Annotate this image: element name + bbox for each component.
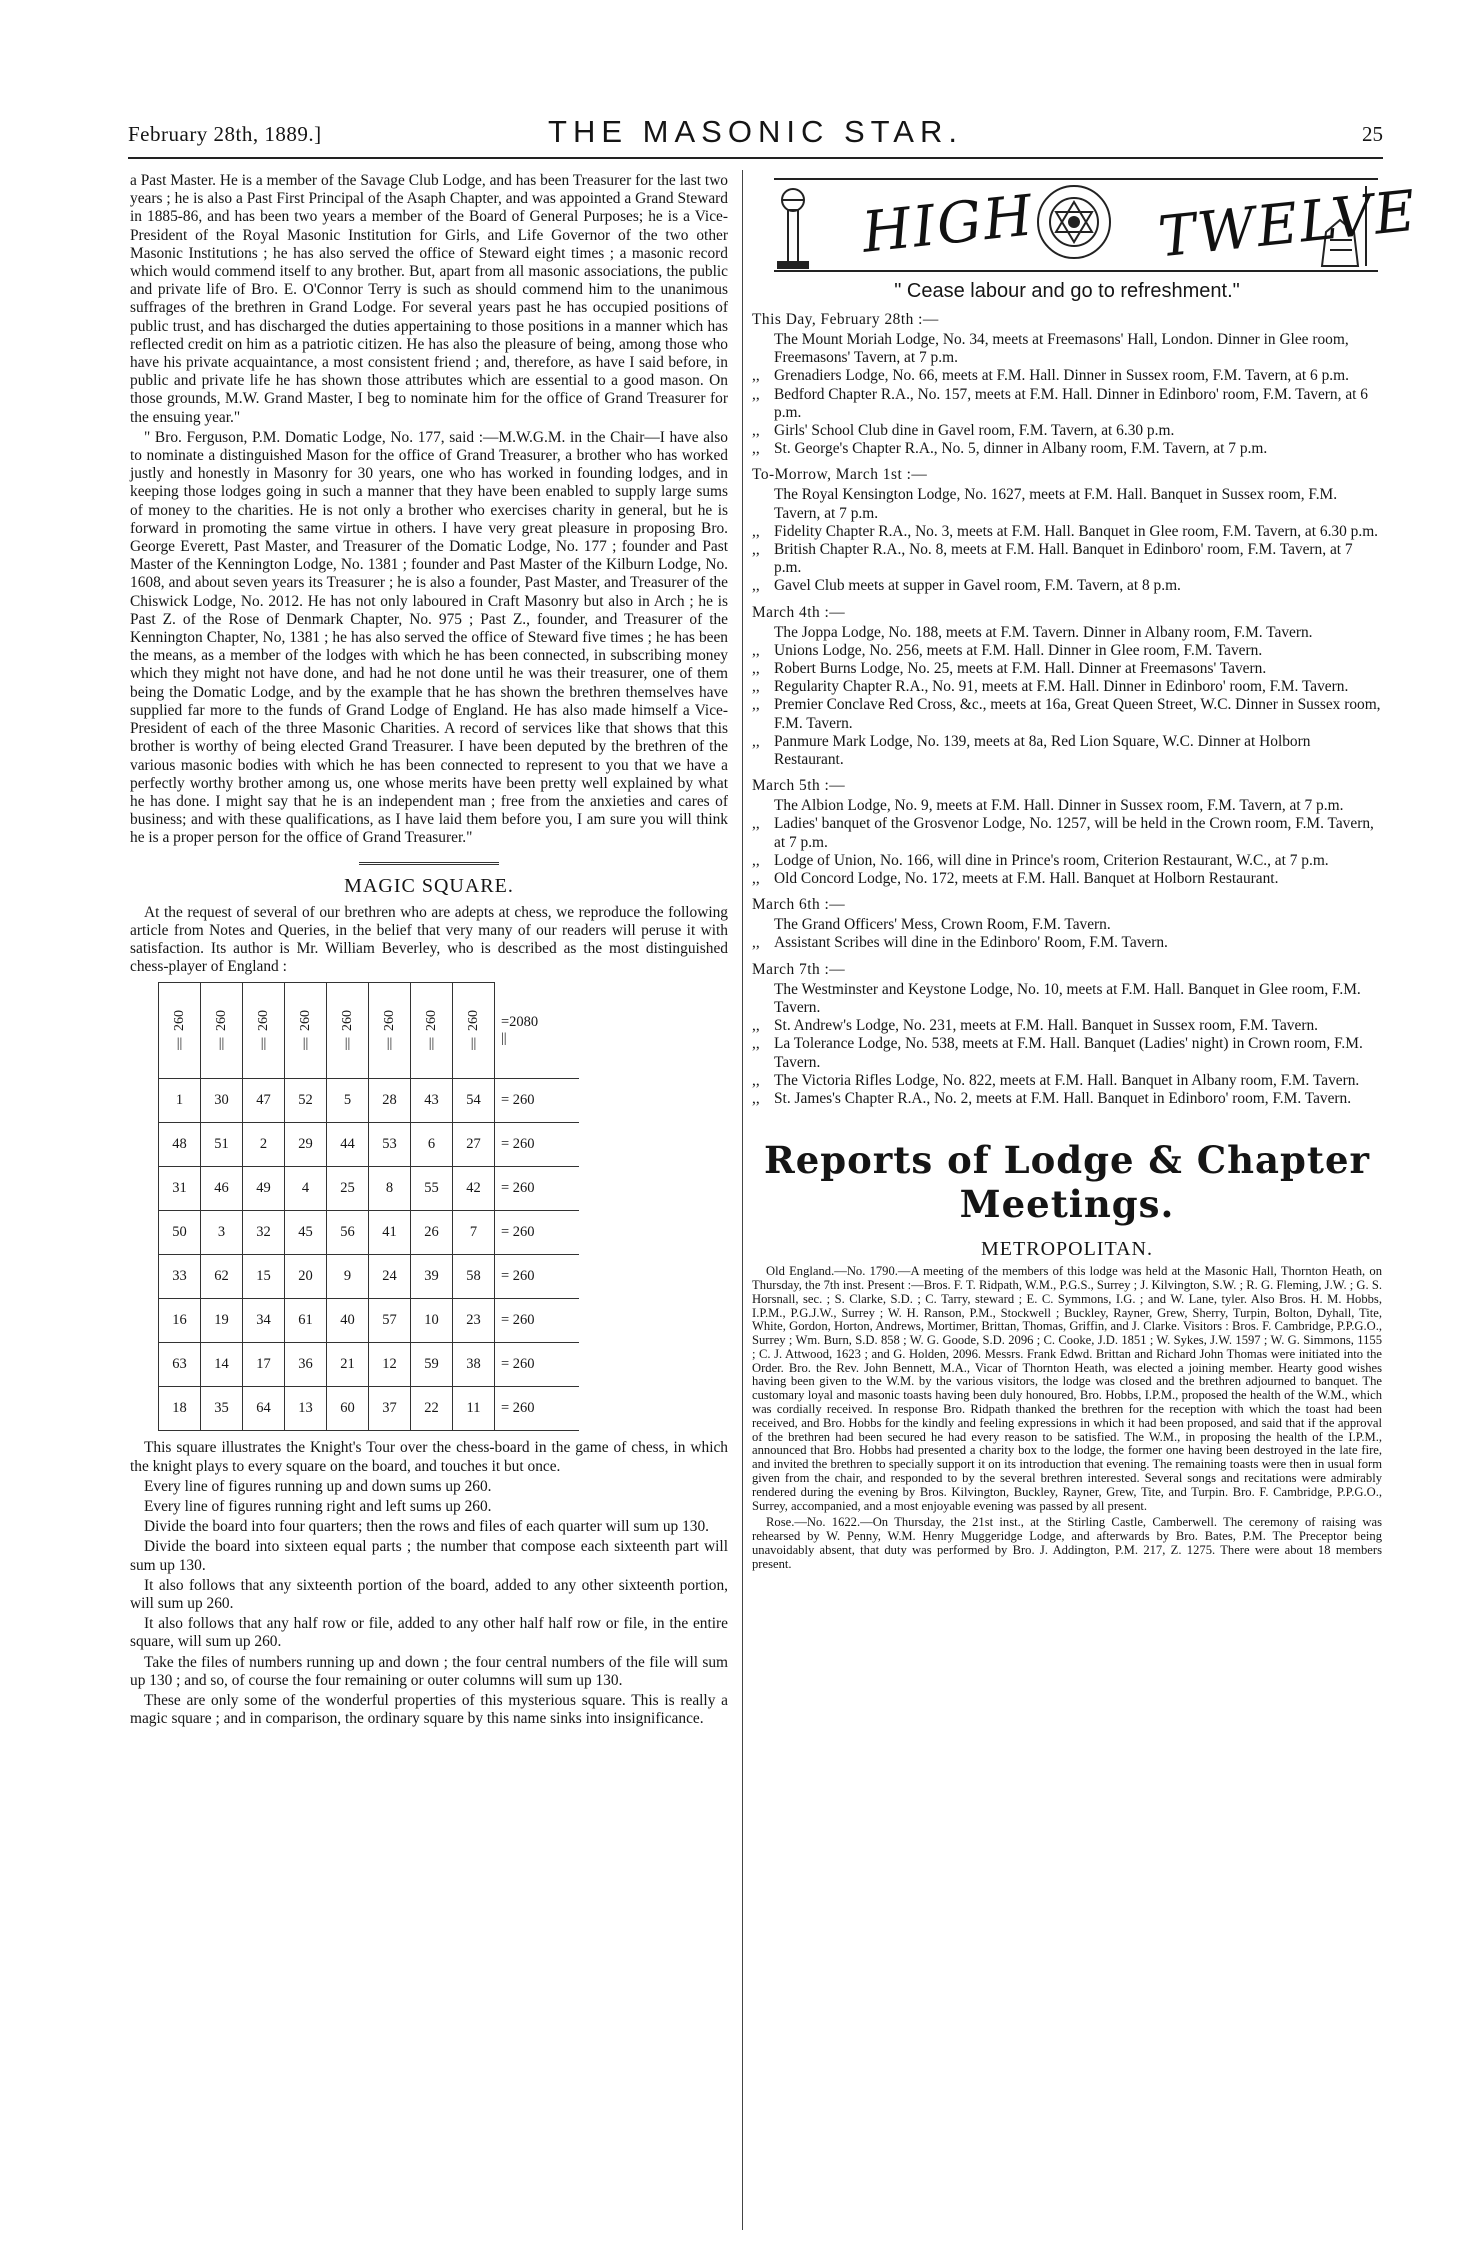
meeting-entry: ,, Grenadiers Lodge, No. 66, meets at F.M. Hall. Dinner in Sussex room, F.M. Tavern, at 6 p.m.	[752, 367, 1349, 385]
column-sum-cell: 260 ||	[411, 983, 453, 1079]
column-sum-cell: 260 ||	[243, 983, 285, 1079]
column-sum-cell: 260 ||	[453, 983, 495, 1079]
table-row	[159, 1211, 579, 1255]
square-cell: 20	[285, 1255, 327, 1299]
column-sum-cell: 260 ||	[285, 983, 327, 1079]
magic-square-note: Divide the board into sixteen equal parts ; the number that compose each sixteenth part will sum up 130.	[130, 1538, 728, 1574]
square-cell: 33	[159, 1255, 201, 1299]
masthead-title: THE MASONIC STAR.	[548, 114, 963, 149]
meeting-entry: ,, British Chapter R.A., No. 8, meets at F.M. Hall. Banquet in Edinboro' room, F.M. Tavern, at 7 p.m.	[752, 541, 1353, 577]
high-twelve-banner	[774, 178, 1421, 272]
meeting-entry: ,, Robert Burns Lodge, No. 25, meets at F.M. Hall. Dinner at Freemasons' Tavern.	[752, 660, 1267, 678]
square-cell: 1	[159, 1079, 201, 1123]
meeting-entry: ,, Lodge of Union, No. 166, will dine in Prince's room, Criterion Restaurant, W.C., at 7 p.m.	[752, 851, 1329, 869]
column-sum-cell: 260 ||	[369, 983, 411, 1079]
square-cell: 13	[285, 1387, 327, 1431]
row-total-cell: = 260	[495, 1343, 579, 1387]
square-cell: 18	[159, 1387, 201, 1431]
day-heading: March 5th :—	[752, 777, 846, 795]
square-cell: 51	[201, 1123, 243, 1167]
square-cell: 16	[159, 1299, 201, 1343]
square-cell: 40	[327, 1299, 369, 1343]
reports-subheading: METROPOLITAN.	[981, 1238, 1153, 1261]
table-row	[159, 1387, 579, 1431]
meeting-entry: ,, Old Concord Lodge, No. 172, meets at F.M. Hall. Banquet at Holborn Restaurant.	[752, 870, 1279, 888]
square-cell: 54	[453, 1079, 495, 1123]
square-cell: 29	[285, 1123, 327, 1167]
meeting-entry: The Westminster and Keystone Lodge, No. 10, meets at F.M. Hall. Banquet in Glee room, F.M. Tavern.	[774, 980, 1361, 1016]
square-cell: 57	[369, 1299, 411, 1343]
square-cell: 63	[159, 1343, 201, 1387]
header-rule	[128, 157, 1383, 159]
meeting-entry: ,, Gavel Club meets at supper in Gavel room, F.M. Tavern, at 8 p.m.	[752, 577, 1181, 595]
issue-date: February 28th, 1889.]	[128, 122, 322, 146]
meetings-day	[752, 311, 1382, 458]
square-cell: 10	[411, 1299, 453, 1343]
left-column	[130, 172, 728, 1730]
section-divider	[359, 862, 499, 865]
square-cell: 28	[369, 1079, 411, 1123]
square-cell: 55	[411, 1167, 453, 1211]
column-sum-cell: 260 ||	[201, 983, 243, 1079]
meetings-day	[752, 466, 1382, 595]
magic-square-note: Every line of figures running up and down sums up 260.	[144, 1477, 492, 1495]
column-sum-cell: 260 ||	[159, 983, 201, 1079]
square-cell: 17	[243, 1343, 285, 1387]
square-cell: 48	[159, 1123, 201, 1167]
square-cell: 56	[327, 1211, 369, 1255]
meeting-entry: ,, Girls' School Club dine in Gavel room, F.M. Tavern, at 6.30 p.m.	[752, 422, 1175, 440]
square-cell: 47	[243, 1079, 285, 1123]
magic-square-table	[158, 982, 579, 1431]
magic-square-title: MAGIC SQUARE.	[344, 874, 514, 897]
column-sum-cell: 260 ||	[327, 983, 369, 1079]
square-cell: 53	[369, 1123, 411, 1167]
magic-square-note: It also follows that any sixteenth portion of the board, added to any other sixteenth portion, will sum up 260.	[130, 1576, 728, 1612]
square-cell: 52	[285, 1079, 327, 1123]
magic-square-intro: At the request of several of our brethren who are adepts at chess, we reproduce the following article from Notes and Queries, in the belief that very many of our readers will peruse it with satisfaction. Its author is Mr. William Beverley, who is described as the most distinguished chess-player of England :	[130, 903, 728, 976]
square-cell: 30	[201, 1079, 243, 1123]
row-total-cell: = 260	[495, 1255, 579, 1299]
square-cell: 46	[201, 1167, 243, 1211]
magic-square-note: Divide the board into four quarters; then the rows and files of each quarter will sum up 130.	[144, 1518, 710, 1536]
meetings-day	[752, 961, 1382, 1108]
table-row	[159, 1299, 579, 1343]
day-heading: This Day, February 28th :—	[752, 311, 939, 328]
square-cell: 43	[411, 1079, 453, 1123]
square-cell: 31	[159, 1167, 201, 1211]
square-cell: 15	[243, 1255, 285, 1299]
table-row	[159, 1167, 579, 1211]
article-paragraph: a Past Master. He is a member of the Savage Club Lodge, and has been Treasurer for the last two years ; he is also a Past First Principal of the Asaph Chapter, and was appointed a Grand Steward in 1885-86, and has been two years a member of the Board of General Purposes; he is a Vice-President of the Royal Masonic Institution for Girls, and Life Governor of the two other Masonic Institutions ; he has also served the office of Steward eight times ; a masonic record which would commend itself to any brother. But, apart from all masonic associations, the public and private life of Bro. E. O'Connor Terry is such as should commend him to the unanimous suffrages of the brethren in Grand Lodge. For several years past he has occupied positions of public trust, and has discharged the duties appertaining to those positions in a manner which has reflected credit on him as a patriotic citizen. He has also the pleasure of being, among those who have his private acquaintance, a most consistent friend ; and, therefore, as have I said before, in public and private life he has shown those attributes which are essential to a good mason. On those grounds, M.W. Grand Master, I beg to nominate him for the office of Grand Treasurer for the ensuing year."	[130, 172, 728, 426]
banner-motto: " Cease labour and go to refreshment."	[894, 280, 1240, 302]
meeting-entry: ,, The Victoria Rifles Lodge, No. 822, meets at F.M. Hall. Banquet in Albany room, F.M. Tavern.	[752, 1071, 1360, 1089]
magic-square-note: This square illustrates the Knight's Tour over the chess-board in the game of chess, in which the knight plays to every square on the board, and touches it but once.	[130, 1439, 728, 1475]
row-total-cell: = 260	[495, 1211, 579, 1255]
square-cell: 38	[453, 1343, 495, 1387]
meeting-entry: ,, Unions Lodge, No. 256, meets at F.M. Hall. Dinner in Glee room, F.M. Tavern.	[752, 641, 1263, 659]
square-cell: 2	[243, 1123, 285, 1167]
square-cell: 39	[411, 1255, 453, 1299]
square-cell: 12	[369, 1343, 411, 1387]
square-cell: 23	[453, 1299, 495, 1343]
meeting-entry: ,, Premier Conclave Red Cross, &c., meets at 16a, Great Queen Street, W.C. Dinner in Sussex room, F.M. Tavern.	[752, 696, 1381, 732]
grand-total-cell: =2080 ||	[495, 983, 579, 1079]
square-cell: 4	[285, 1167, 327, 1211]
meetings-day	[752, 777, 1382, 888]
square-cell: 14	[201, 1343, 243, 1387]
article-paragraph: " Bro. Ferguson, P.M. Domatic Lodge, No. 177, said :—M.W.G.M. in the Chair—I have also to nominate a distinguished Mason for the office of Grand Treasurer, a brother who has worked justly and honestly in Masonry for 30 years, one who has worked in founding lodges, and in keeping those lodges going in such a manner that they have been enabled to supply large sums of money to the charities. He is not only a brother who exercises charity in general, but he is forward in promoting the same virtue in others. I have very great pleasure in proposing Bro. George Everett, Past Master, and Treasurer of the Domatic Lodge, No. 177 ; founder and Past Master of the Kennington Lodge, No. 1381 ; founder and Past Master of the Kilburn Lodge, No. 1608, and about seven years its Treasurer ; he is also a founder, Past Master, and Treasurer of the Chiswick Lodge, No. 2012. He has not only laboured in Craft Masonry but also in Arch ; he is Past Z. of the Rose of Denmark Chapter, No. 975 ; Past Z., founder, and Treasurer of the Kennington Chapter, No, 1381 ; he has also served the office of Steward five times ; he has been the means, as a member of the lodges with which he has been connected, in subscribing money which they might not have done, and had he not done until he was their treasurer, one of them being the Domatic Lodge, and by the example that he has shown the brethren themselves have supplied far more to the funds of Grand Lodge of England. He has also made himself a Vice-President of each of the three Masonic Charities. A record of services like that shows that this brother is worthy of being elected Grand Treasurer. I have been deputed by the brethren of the various masonic bodies with which he has been connected to represent to you that we have a perfectly worthy brother among us, one whose merits have been pretty well explained by what he has done. I might say that he is an independent man ; free from the anxieties and cares of business; and with these qualifications, as I have laid them before you, I am sure you will think he is a proper person for the office of Grand Treasurer."	[130, 428, 728, 847]
day-heading: March 7th :—	[752, 960, 846, 978]
page-number: 25	[1362, 122, 1383, 146]
square-cell: 6	[411, 1123, 453, 1167]
meeting-entry: The Mount Moriah Lodge, No. 34, meets at Freemasons' Hall, London. Dinner in Glee room, Freemasons' Tavern, at 7 p.m.	[774, 331, 1349, 367]
day-heading: To-Morrow, March 1st :—	[752, 466, 928, 484]
square-cell: 3	[201, 1211, 243, 1255]
row-total-cell: = 260	[495, 1299, 579, 1343]
square-cell: 19	[201, 1299, 243, 1343]
magic-square-note: Every line of figures running right and left sums up 260.	[144, 1497, 492, 1515]
square-cell: 8	[369, 1167, 411, 1211]
square-cell: 35	[201, 1387, 243, 1431]
day-heading: March 6th :—	[752, 896, 846, 914]
square-cell: 36	[285, 1343, 327, 1387]
column-divider	[742, 170, 743, 2230]
report-paragraph: Old England.—No. 1790.—A meeting of the members of this lodge was held at the Masonic Hall, Thornton Heath, on Thursday, the 7th inst. Present :—Bros. F. T. Ridpath, W.M., P.G.S., Surrey ; J. Kilvington, S.W. ; R. G. Fleming, J.W. ; G. S. Horsnall, sec. ; S. Clarke, S.D. ; C. Tarry, steward ; E. C. Symmons, I.G. ; and W. Lane, tyler. Also Bros. H. M. Hobbs, I.P.M., P.G.J.W., Surrey ; W. H. Ranson, P.M., Stockwell ; Buckley, Rayner, Grew, Sherry, Turpin, Bolton, Dyhall, Tite, White, Gordon, Horton, Andrews, Mortimer, Brittan, Thomas, Griffin, and J. Clarke. Visitors : Bros. F. Cambridge, P.P.G.O., Surrey ; Wm. Burn, S.D. 858 ; W. G. Goode, S.D. 2096 ; C. Cooke, J.D. 1851 ; W. Sykes, J.W. 1597 ; W. G. Simmons, 1155 ; C. J. Attwood, 1623 ; and G. Holden, 2096. Messrs. Frank Edwd. Brittan and Richard John Thomas were initiated into the Order. Bro. the Rev. John Bennett, M.A., Vicar of Thornton Heath, was elected a joining member. Hearty good wishes having been given to the W.M. by the various visitors, the lodge was closed and the brethren adjourned to banquet. The customary loyal and masonic toasts having been duly honoured, Bro. Hobbs, I.P.M., proposed the health of the W.M., which was cordially received. In response Bro. Ridpath thanked the brethren for the reception with which the toast had been received, and Bro. Hobbs for the kindly and feeling expressions in which it had been proposed, and said that if the approval of the brethren had been secured he had every reason to be satisfied. The W.M., in proposing the health of the I.P.M., announced that Bro. Hobbs had presented a charity box to the lodge, the former one having been destroyed in the late fire, and invited the brethren to specially support it on its introduction that evening. The remaining toasts were then in usual form given from the chair, and responded to by the several brethren interested. Several songs and recitations were admirably rendered during the evening by Bros. Kilvington, Buckley, Rayner, Grew, Tite, and Turpin. Bro. F. Cambridge, P.P.G.O., Surrey, accompanied, and a most enjoyable evening was passed by all present.	[752, 1264, 1382, 1513]
square-cell: 26	[411, 1211, 453, 1255]
square-cell: 11	[453, 1387, 495, 1431]
banner-right-word: TWELVE	[1155, 178, 1421, 271]
square-cell: 7	[453, 1211, 495, 1255]
meetings-day	[752, 896, 1382, 952]
meeting-entry: ,, La Tolerance Lodge, No. 538, meets at F.M. Hall. Banquet (Ladies' night) in Crown room, F.M. Tavern.	[752, 1035, 1363, 1071]
reports-heading: Reports of Lodge & Chapter Meetings.	[763, 1138, 1371, 1227]
meeting-entry: The Royal Kensington Lodge, No. 1627, meets at F.M. Hall. Banquet in Sussex room, F.M. Tavern, at 7 p.m.	[774, 486, 1338, 522]
magic-square-note: It also follows that any half row or file, added to any other half half row or file, in the entire square, will sum up 260.	[130, 1615, 728, 1651]
square-cell: 27	[453, 1123, 495, 1167]
meeting-entry: The Albion Lodge, No. 9, meets at F.M. Hall. Dinner in Sussex room, F.M. Tavern, at 7 p.m.	[774, 797, 1344, 815]
meeting-entry: ,, Regularity Chapter R.A., No. 91, meets at F.M. Hall. Dinner in Edinboro' room, F.M. Tavern.	[752, 678, 1349, 696]
meeting-entry: ,, Panmure Mark Lodge, No. 139, meets at 8a, Red Lion Square, W.C. Dinner at Holborn Restaurant.	[752, 732, 1311, 769]
square-cell: 59	[411, 1343, 453, 1387]
square-cell: 50	[159, 1211, 201, 1255]
row-total-cell: = 260	[495, 1167, 579, 1211]
square-cell: 25	[327, 1167, 369, 1211]
banner-left-word: HIGH	[859, 183, 1038, 266]
meeting-entry: ,, Fidelity Chapter R.A., No. 3, meets at F.M. Hall. Banquet in Glee room, F.M. Tavern, at 6.30 p.m.	[752, 522, 1379, 540]
square-cell: 58	[453, 1255, 495, 1299]
square-cell: 37	[369, 1387, 411, 1431]
row-total-cell: = 260	[495, 1123, 579, 1167]
square-cell: 41	[369, 1211, 411, 1255]
square-cell: 5	[327, 1079, 369, 1123]
magic-square-header-row	[159, 983, 579, 1079]
table-row	[159, 1123, 579, 1167]
right-column	[752, 172, 1421, 1575]
meeting-entry: The Joppa Lodge, No. 188, meets at F.M. Tavern. Dinner in Albany room, F.M. Tavern.	[774, 623, 1313, 641]
table-row	[159, 1255, 579, 1299]
row-total-cell: = 260	[495, 1387, 579, 1431]
square-cell: 9	[327, 1255, 369, 1299]
square-cell: 49	[243, 1167, 285, 1211]
table-row	[159, 1343, 579, 1387]
meeting-entry: ,, Ladies' banquet of the Grosvenor Lodge, No. 1257, will be held in the Crown room, F.M. Tavern, at 7 p.m.	[752, 815, 1374, 851]
square-cell: 34	[243, 1299, 285, 1343]
meetings-day	[752, 604, 1382, 770]
square-cell: 45	[285, 1211, 327, 1255]
report-paragraph: Rose.—No. 1622.—On Thursday, the 21st inst., at the Stirling Castle, Camberwell. The ceremony of raising was rehearsed by W. Penny, W.M. Henry Muggeridge Lodge, and afterwards by Bro. Bates, P.M. The Preceptor being unavoidably absent, that duty was performed by Bro. J. Addington, P.M. 217, Z. 1275. There were about 18 members present.	[752, 1515, 1382, 1571]
meeting-entry: ,, St. Andrew's Lodge, No. 231, meets at F.M. Hall. Banquet in Sussex room, F.M. Tavern.	[752, 1017, 1318, 1035]
square-cell: 32	[243, 1211, 285, 1255]
row-total-cell: = 260	[495, 1079, 579, 1123]
square-cell: 42	[453, 1167, 495, 1211]
square-cell: 24	[369, 1255, 411, 1299]
square-cell: 44	[327, 1123, 369, 1167]
magic-square-note: Take the files of numbers running up and down ; the four central numbers of the file will sum up 130 ; and so, of course the four remaining or outer columns will sum up 130.	[130, 1653, 728, 1689]
day-heading: March 4th :—	[752, 603, 846, 621]
meeting-entry: The Grand Officers' Mess, Crown Room, F.M. Tavern.	[774, 916, 1111, 934]
meeting-entry: ,, Bedford Chapter R.A., No. 157, meets at F.M. Hall. Dinner in Edinboro' room, F.M. Tavern, at 6 p.m.	[752, 385, 1368, 421]
square-cell: 60	[327, 1387, 369, 1431]
square-cell: 22	[411, 1387, 453, 1431]
square-cell: 21	[327, 1343, 369, 1387]
table-row	[159, 1079, 579, 1123]
square-cell: 61	[285, 1299, 327, 1343]
meeting-entry: ,, St. George's Chapter R.A., No. 5, dinner in Albany room, F.M. Tavern, at 7 p.m.	[752, 440, 1268, 458]
page-header	[128, 112, 1383, 152]
square-cell: 64	[243, 1387, 285, 1431]
magic-square-note: These are only some of the wonderful properties of this mysterious square. This is really a magic square ; and in comparison, the ordinary square by this name sinks into insignificance.	[130, 1691, 728, 1728]
meeting-entry: ,, Assistant Scribes will dine in the Edinboro' Room, F.M. Tavern.	[752, 934, 1168, 952]
square-cell: 62	[201, 1255, 243, 1299]
meeting-entry: ,, St. James's Chapter R.A., No. 2, meets at F.M. Hall. Banquet in Edinboro' room, F.M. Tavern.	[752, 1089, 1352, 1107]
